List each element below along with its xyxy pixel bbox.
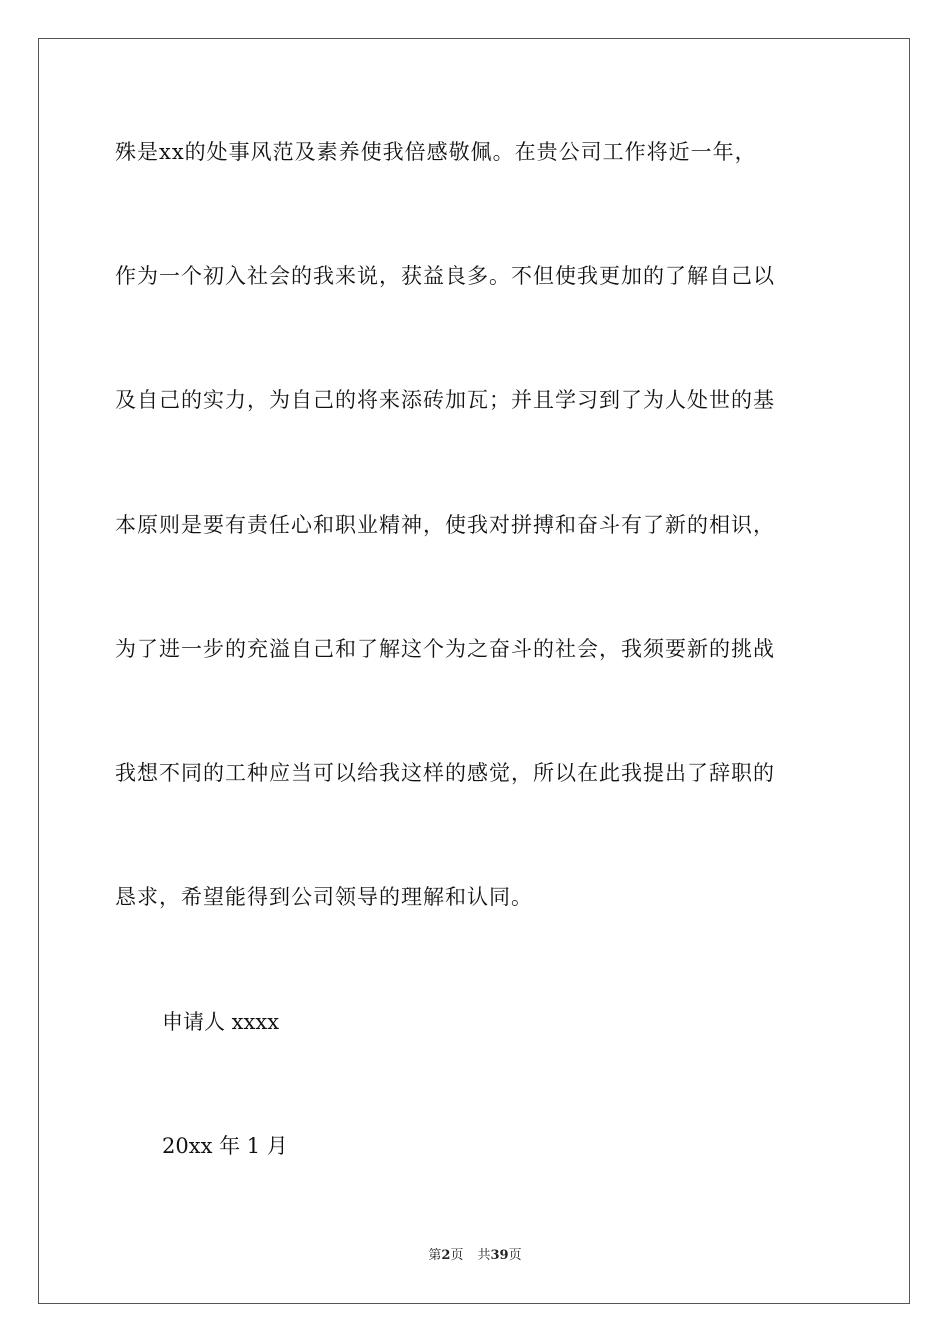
paragraph-line-3: 及自己的实力，为自己的将来添砖加瓦；并且学习到了为人处世的基 — [115, 388, 775, 412]
letter-date: 20xx 年 1 月 — [162, 1134, 288, 1158]
paragraph-line-5: 为了进一步的充溢自己和了解这个为之奋斗的社会，我须要新的挑战 — [115, 637, 775, 661]
page-suffix: 页 — [450, 1248, 464, 1263]
applicant-signature: 申请人 xxxx — [162, 1010, 280, 1034]
page-number: 2 — [441, 1248, 451, 1263]
paragraph-line-2: 作为一个初入社会的我来说，获益良多。不但使我更加的了解自己以 — [115, 264, 775, 288]
total-pages: 39 — [490, 1248, 509, 1263]
total-prefix: 共 — [477, 1248, 491, 1263]
total-suffix: 页 — [508, 1248, 522, 1263]
page-prefix: 第 — [428, 1248, 442, 1263]
page-footer — [0, 1246, 950, 1266]
paragraph-line-1: 殊是xx的处事风范及素养使我倍感敬佩。在贵公司工作将近一年， — [115, 140, 757, 164]
page-border — [38, 38, 910, 1304]
paragraph-line-4: 本原则是要有责任心和职业精神，使我对拼搏和奋斗有了新的相识， — [115, 513, 775, 537]
paragraph-line-7: 恳求，希望能得到公司领导的理解和认同。 — [115, 885, 533, 909]
paragraph-line-6: 我想不同的工种应当可以给我这样的感觉，所以在此我提出了辞职的 — [115, 761, 775, 785]
